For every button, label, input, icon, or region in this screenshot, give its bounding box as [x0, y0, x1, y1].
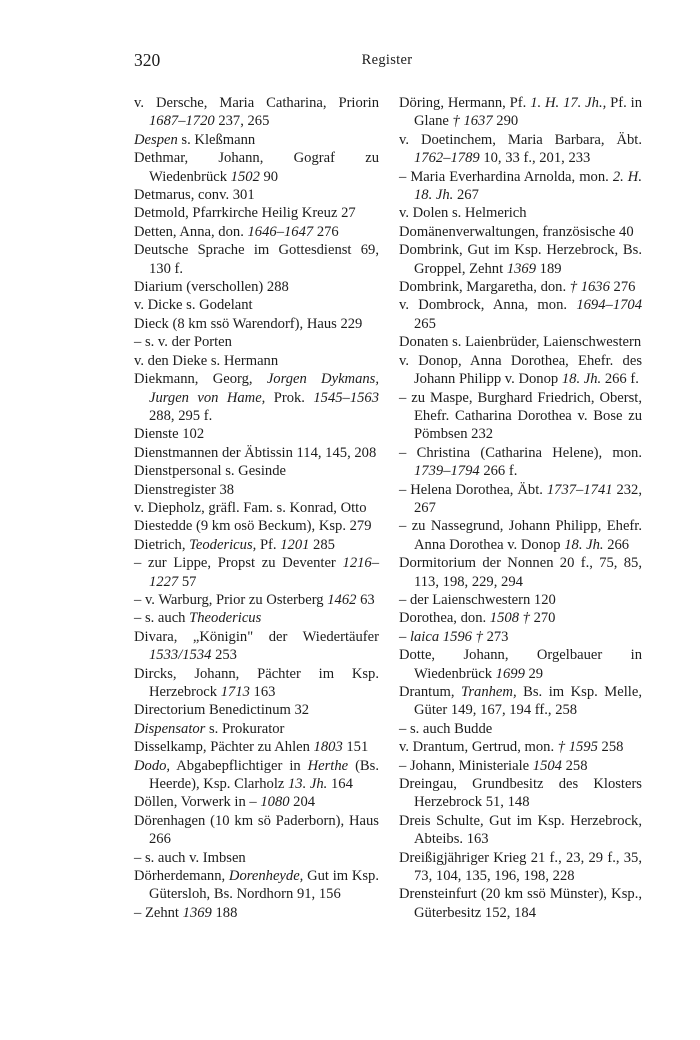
index-entry: [399, 333, 642, 351]
index-entry-text: 266 f.: [479, 463, 518, 480]
index-entry-italic: 18. Jh.: [561, 371, 602, 388]
index-entry-text: Donaten s. Laienbrüder, Laienschwestern: [399, 334, 642, 351]
index-entry-text: Dienstpersonal s. Gesinde: [134, 463, 286, 480]
index-entry-text: Dircks, Johann, Pächter im Ksp. Herzebrock: [134, 665, 379, 700]
index-entry-italic: † 1637: [452, 113, 493, 130]
index-entry: [399, 517, 642, 554]
index-entry: [399, 720, 642, 738]
index-entry-text: v. Dombrock, Anna, mon.: [399, 297, 577, 314]
index-entry: [399, 278, 642, 296]
index-entry-italic: 1646–1647: [247, 223, 314, 240]
index-entry-italic: † 1636: [569, 279, 610, 296]
index-entry-text: – Christina (Catharina Helene), mon.: [399, 444, 642, 461]
index-entry-text: Detmarus, conv. 301: [134, 187, 255, 204]
index-entry: [399, 591, 642, 609]
index-entry: [399, 628, 642, 646]
index-entry-italic: 1508 †: [489, 610, 530, 627]
index-entry-text: – v. Warburg, Prior zu Osterberg: [134, 591, 328, 608]
index-entry: [399, 738, 642, 756]
index-entry: [134, 757, 379, 794]
index-entry-text: v. Dersche, Maria Catharina, Priorin: [134, 95, 379, 111]
index-entry-text: 258: [561, 757, 588, 774]
index-entry: [399, 554, 642, 591]
index-entry: [399, 481, 642, 518]
index-entry: [134, 849, 379, 867]
index-entry-text: 29: [524, 665, 544, 682]
index-entry: [134, 296, 379, 314]
index-entry-italic: laica 1596 †: [409, 628, 483, 645]
index-entry: [134, 333, 379, 351]
index-entry-text: 273: [482, 628, 509, 645]
index-entry-text: – Johann, Ministeriale: [399, 757, 533, 774]
index-entry: [399, 223, 642, 241]
index-entry-text: 151: [342, 739, 369, 756]
index-entry-text: Dormitorium der Nonnen 20 f., 75, 85, 113, 198, 229, 294: [399, 555, 642, 590]
index-entry-text: – Maria Everhardina Arnolda, mon.: [399, 168, 613, 185]
index-entry-italic: 1533/1534: [149, 647, 212, 664]
index-entry-text: 204: [289, 794, 316, 811]
index-entry-text: Prok.: [265, 389, 314, 406]
index-entry: [399, 757, 642, 775]
index-entry-text: 265: [414, 315, 436, 332]
index-entry-text: 258: [597, 739, 624, 756]
index-entry: [134, 867, 379, 904]
index-entry-italic: 1201: [280, 536, 310, 553]
index-entry-text: v. Donop, Anna Dorothea, Ehefr. des Johann Philipp v. Donop: [399, 352, 642, 388]
index-entry-text: 232, 267: [414, 481, 643, 516]
index-entry: [134, 204, 379, 222]
index-entry-text: 63: [356, 591, 375, 608]
index-entry-text: Dethmar, Johann, Gograf zu Wiedenbrück: [134, 150, 379, 185]
index-entry-italic: 1545–1563: [313, 389, 380, 406]
index-entry-text: v. Dolen s. Helmerich: [399, 205, 527, 222]
index-entry: [134, 812, 379, 849]
index-column-right: [399, 94, 642, 922]
index-entry: [134, 186, 379, 204]
index-entry: [399, 131, 642, 168]
index-entry: [399, 812, 642, 849]
index-entry: [399, 683, 642, 720]
index-entry-text: Dieck (8 km ssö Warendorf), Haus 229: [134, 315, 363, 332]
index-entry: [399, 775, 642, 812]
index-entry-text: – Helena Dorothea, Äbt.: [399, 481, 547, 498]
index-entry-text: Diekmann, Georg,: [134, 371, 267, 388]
index-entry-text: (Bs. Heerde), Ksp. Clarholz: [149, 757, 379, 793]
index-entry-italic: Dodo,: [134, 757, 171, 774]
index-entry-text: Döring, Hermann, Pf.: [399, 95, 531, 111]
index-entry: [134, 701, 379, 719]
running-title: Register: [361, 52, 413, 68]
index-entry: [399, 296, 642, 333]
index-entry-text: 253: [211, 647, 237, 664]
index-entry-text: Dreis Schulte, Gut im Ksp. Herzebrock, Abteibs. 163: [399, 812, 642, 848]
index-entry-italic: 1462: [327, 591, 357, 608]
index-entry-text: – s. auch: [134, 610, 190, 627]
index-entry: [134, 609, 379, 627]
index-entry: [399, 444, 642, 481]
index-entry: [134, 149, 379, 186]
index-entry: [134, 499, 379, 517]
index-column-left: [134, 94, 379, 922]
index-entry-italic: 1. H. 17. Jh.,: [530, 95, 607, 111]
index-entry-text: 57: [178, 573, 197, 590]
index-entry-text: Dreißigjähriger Krieg 21 f., 23, 29 f., 35, 73, 104, 135, 196, 198, 228: [399, 849, 642, 885]
index-entry-text: Diarium (verschollen) 288: [134, 279, 289, 296]
index-entry: [134, 241, 379, 278]
index-entry-text: 189: [536, 260, 562, 277]
index-entry-text: 164: [327, 776, 353, 793]
index-entry-italic: Herthe: [307, 757, 349, 774]
index-entry-text: – s. auch Budde: [399, 720, 493, 737]
index-entry: [134, 223, 379, 241]
index-entry-text: Deutsche Sprache im Gottesdienst 69, 130 f.: [134, 242, 379, 277]
index-entry-italic: Dispensator: [134, 720, 206, 737]
index-entry-italic: 1699: [495, 665, 525, 682]
index-entry-italic: 1504: [532, 757, 562, 774]
index-entry-text: v. Doetinchem, Maria Barbara, Äbt.: [399, 131, 642, 148]
index-entry-text: – zu Nassegrund, Johann Philipp, Ehefr. Anna Dorothea v. Donop: [399, 518, 642, 553]
index-entry: [399, 204, 642, 222]
index-entry: [399, 609, 642, 627]
index-entry-text: Dörenhagen (10 km sö Paderborn), Haus 266: [134, 812, 379, 848]
index-entry-text: – zur Lippe, Propst zu Deventer: [134, 555, 343, 572]
index-entry-text: s. Kleßmann: [177, 131, 256, 148]
index-entry: [399, 849, 642, 886]
index-entry: [134, 628, 379, 665]
index-entry-text: Detmold, Pfarrkirche Heilig Kreuz 27: [134, 205, 356, 222]
index-entry-italic: Jorgen Dykmans, Jurgen von Hame,: [149, 371, 380, 406]
index-entry: [134, 425, 379, 443]
index-entry-italic: † 1595: [557, 739, 598, 756]
index-entry-italic: Tranhem,: [461, 684, 517, 700]
index-entry-text: Disselkamp, Pächter zu Ahlen: [134, 739, 314, 756]
index-entry-text: 267: [453, 187, 479, 204]
index-entry-text: 276: [609, 279, 636, 296]
index-entry-italic: 1739–1794: [414, 463, 480, 480]
index-entry-italic: 1737–1741: [546, 481, 613, 498]
index-entry: [134, 517, 379, 535]
index-entry: [134, 94, 379, 131]
index-entry: [134, 738, 379, 756]
index-entry-text: – Zehnt: [134, 904, 183, 921]
index-entry-text: Divara, „Königin" der Wiedertäufer: [134, 628, 379, 645]
index-entry-text: Dienstregister 38: [134, 481, 235, 498]
index-entry-text: Dietrich,: [134, 536, 190, 553]
index-entry-italic: 13. Jh.: [288, 776, 328, 793]
index-entry-italic: 1502: [230, 168, 260, 185]
index-entry-text: v. Dicke s. Godelant: [134, 297, 253, 314]
index-entry-italic: 1080: [260, 794, 290, 811]
index-entry: [399, 885, 642, 922]
index-entry: [134, 278, 379, 296]
index-entry-text: Pf. in Glane: [414, 95, 642, 130]
index-entry-text: Drantum,: [399, 684, 462, 700]
index-entry-text: 290: [492, 113, 519, 130]
index-entry-text: Dorothea, don.: [399, 610, 490, 627]
index-entry-italic: 1369: [182, 904, 212, 921]
index-entry-text: Dotte, Johann, Orgelbauer in Wiedenbrück: [399, 647, 642, 682]
index-entry: [134, 554, 379, 591]
index-entry-text: v. Diepholz, gräfl. Fam. s. Konrad, Otto: [134, 499, 367, 516]
index-entry-text: 285: [309, 536, 335, 553]
index-entry: [134, 793, 379, 811]
index-entry-italic: Teodericus,: [189, 536, 257, 553]
index-entry: [134, 352, 379, 370]
index-entry-text: Bs. im Ksp. Melle, Güter 149, 167, 194 ff., 258: [414, 684, 642, 719]
index-entry-text: Drensteinfurt (20 km ssö Münster), Ksp., Güterbesitz 152, 184: [399, 886, 642, 921]
index-entry-text: 90: [259, 168, 279, 185]
index-entry-text: s. Prokurator: [205, 720, 285, 737]
index-entry-text: Dreingau, Grundbesitz des Klosters Herzebrock 51, 148: [399, 776, 642, 811]
index-entry-text: Diestedde (9 km osö Beckum), Ksp. 279: [134, 518, 372, 535]
index-entry-text: 237, 265: [214, 113, 270, 130]
index-entry: [134, 665, 379, 702]
index-entry: [134, 720, 379, 738]
index-entry: [399, 389, 642, 444]
index-entry-italic: 2. H. 18. Jh.: [414, 168, 642, 204]
index-entry-italic: 1713: [220, 684, 250, 700]
index-entry-text: Pf.: [256, 536, 281, 553]
index-entry: [399, 168, 642, 205]
index-entry-text: 270: [529, 610, 556, 627]
index-entry: [134, 131, 379, 149]
index-entry: [134, 536, 379, 554]
index-entry: [399, 352, 642, 389]
index-entry-text: 10, 33 f., 201, 233: [479, 150, 591, 167]
index-entry-text: 276: [313, 223, 339, 240]
page-number: 320: [134, 50, 161, 70]
index-entry: [134, 315, 379, 333]
index-entry-text: 266: [603, 536, 630, 553]
index-entry-italic: Theodericus: [189, 610, 262, 627]
index-entry-text: 288, 295 f.: [149, 407, 213, 424]
index-entry-text: 188: [211, 904, 238, 921]
index-entry-text: Dombrink, Gut im Ksp. Herzebrock, Bs. Groppel, Zehnt: [399, 242, 642, 277]
index-entry-italic: 18. Jh.: [564, 536, 604, 553]
index-entry: [134, 481, 379, 499]
index-entry-italic: 1762–1789: [414, 150, 480, 167]
index-entry-text: Dombrink, Margaretha, don.: [399, 279, 570, 296]
index-entry-text: v. Drantum, Gertrud, mon.: [399, 739, 558, 756]
index-entry-italic: Despen: [134, 131, 178, 148]
index-entry-text: Directorium Benedictinum 32: [134, 702, 310, 719]
index-entry-text: v. den Dieke s. Hermann: [134, 352, 279, 369]
index-entry-italic: 1216–1227: [149, 555, 379, 590]
index-entry: [399, 94, 642, 131]
index-entry: [399, 241, 642, 278]
index-entry-italic: 1694–1704: [576, 297, 642, 314]
index-entry-text: – s. auch v. Imbsen: [134, 849, 246, 866]
index-entry-text: Dienstmannen der Äbtissin 114, 145, 208: [134, 444, 377, 461]
page-header: [134, 50, 640, 76]
index-entry: [134, 444, 379, 462]
index-entry-text: –: [399, 628, 410, 645]
index-entry-text: Döllen, Vorwerk in –: [134, 794, 261, 811]
index-entry: [134, 370, 379, 425]
index-entry: [399, 646, 642, 683]
index-entry-italic: 1803: [313, 739, 343, 756]
index-entry: [134, 462, 379, 480]
index-entry-text: – s. v. der Porten: [134, 334, 232, 351]
index-entry-text: – der Laienschwestern 120: [399, 591, 556, 608]
index-entry-text: Abgabepflichtiger in: [170, 757, 308, 774]
index-entry: [134, 591, 379, 609]
index-entry-text: Domänenverwaltungen, französische 40: [399, 223, 634, 240]
index-entry-italic: 1369: [506, 260, 536, 277]
index-entry-text: 266 f.: [601, 371, 639, 388]
index-entry-text: – zu Maspe, Burghard Friedrich, Oberst, Ehefr. Catharina Dorothea v. Bose zu Pömbsen 232: [399, 389, 642, 443]
index-entry-text: Dörherdemann,: [134, 868, 229, 885]
index-entry-italic: Dorenheyde,: [228, 868, 304, 885]
index-entry-text: Gut im Ksp. Gütersloh, Bs. Nordhorn 91, 156: [149, 868, 379, 903]
index-entry: [134, 904, 379, 922]
index-entry-text: 163: [249, 684, 276, 700]
index-entry-text: Dienste 102: [134, 426, 205, 443]
index-entry-italic: 1687–1720: [149, 113, 215, 130]
index-entry-text: Detten, Anna, don.: [134, 223, 248, 240]
